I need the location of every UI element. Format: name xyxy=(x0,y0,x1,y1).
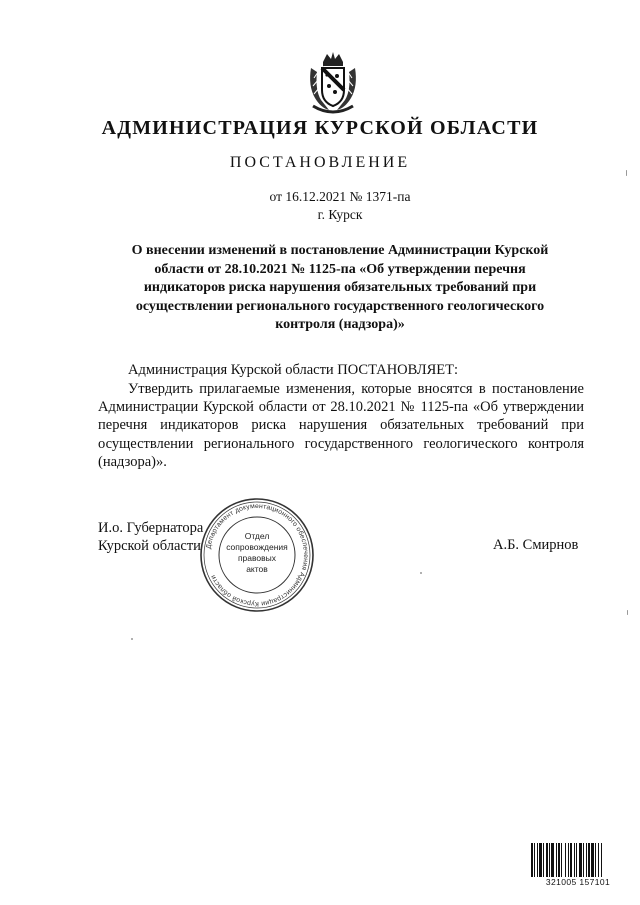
document-subject: О внесении изменений в постановление Администрации Курской области от 28.10.2021 № 1125-па «Об утверждении перечня индикаторов риска нарушения обязательных требований при осуществлении регионального государственного геологического контроля (надзора)» xyxy=(131,243,549,332)
barcode-bar xyxy=(588,843,590,877)
signer-name: А.Б. Смирнов xyxy=(493,537,579,553)
barcode-bar xyxy=(568,843,569,877)
barcode-bar xyxy=(574,843,575,877)
stamp-ring-text: Департамент документационного обеспечения Администрации Курской области xyxy=(205,502,310,608)
barcode-bar xyxy=(539,843,542,877)
organization-title: АДМИНИСТРАЦИЯ КУРСКОЙ ОБЛАСТИ xyxy=(101,117,539,139)
coat-of-arms-icon xyxy=(305,48,361,116)
barcode-bar xyxy=(601,843,602,877)
barcode-bar xyxy=(561,843,562,877)
resolution-intro: Администрация Курской области ПОСТАНОВЛЯЕТ: xyxy=(128,362,459,378)
resolution-paragraph: Утвердить прилагаемые изменения, которые вносятся в постановление Администрации Курской области от 28.10.2021 № 1125-па «Об утверждении перечня индикаторов риска нарушения обязательных требований при осуществлении регионального государственного геологического контроля (надзора)». xyxy=(98,381,584,470)
barcode-bar xyxy=(551,843,554,877)
barcode-bar xyxy=(583,843,584,877)
barcode-bar xyxy=(549,843,550,877)
stamp-line-4: актов xyxy=(246,564,268,574)
stamp-line-2: сопровождения xyxy=(226,542,288,552)
barcode-bar xyxy=(546,843,548,877)
barcode-bar xyxy=(531,843,533,877)
barcode-bar xyxy=(558,843,560,877)
barcode-bar xyxy=(591,843,594,877)
scan-speck xyxy=(131,638,133,640)
barcode-bar xyxy=(534,843,535,877)
document-place: г. Курск xyxy=(317,207,363,222)
barcode-bar xyxy=(537,843,538,877)
document-date-number: от 16.12.2021 № 1371-па xyxy=(269,189,411,204)
signer-title-line-1: И.о. Губернатора xyxy=(98,520,204,536)
signer-title xyxy=(98,519,203,555)
barcode-bar xyxy=(579,843,582,877)
barcode-bar xyxy=(543,843,544,877)
scan-speck xyxy=(627,610,628,615)
barcode-bar xyxy=(598,843,599,877)
stamp-line-1: Отдел xyxy=(244,531,270,541)
barcode-bar xyxy=(586,843,587,877)
scan-speck xyxy=(420,572,422,574)
barcode-bar xyxy=(595,843,596,877)
stamp-line-3: правовых xyxy=(237,553,277,563)
barcode-digits: 321005 157101 xyxy=(530,877,626,887)
barcode-bar xyxy=(570,843,572,877)
signer-title-line-2: Курской области xyxy=(98,538,201,554)
barcode-bar xyxy=(565,843,566,877)
scan-speck xyxy=(626,170,627,176)
barcode-bar xyxy=(576,843,577,877)
barcode-bar xyxy=(556,843,557,877)
stamp-center-text xyxy=(226,531,288,575)
document-type: ПОСТАНОВЛЕНИЕ xyxy=(229,154,411,171)
